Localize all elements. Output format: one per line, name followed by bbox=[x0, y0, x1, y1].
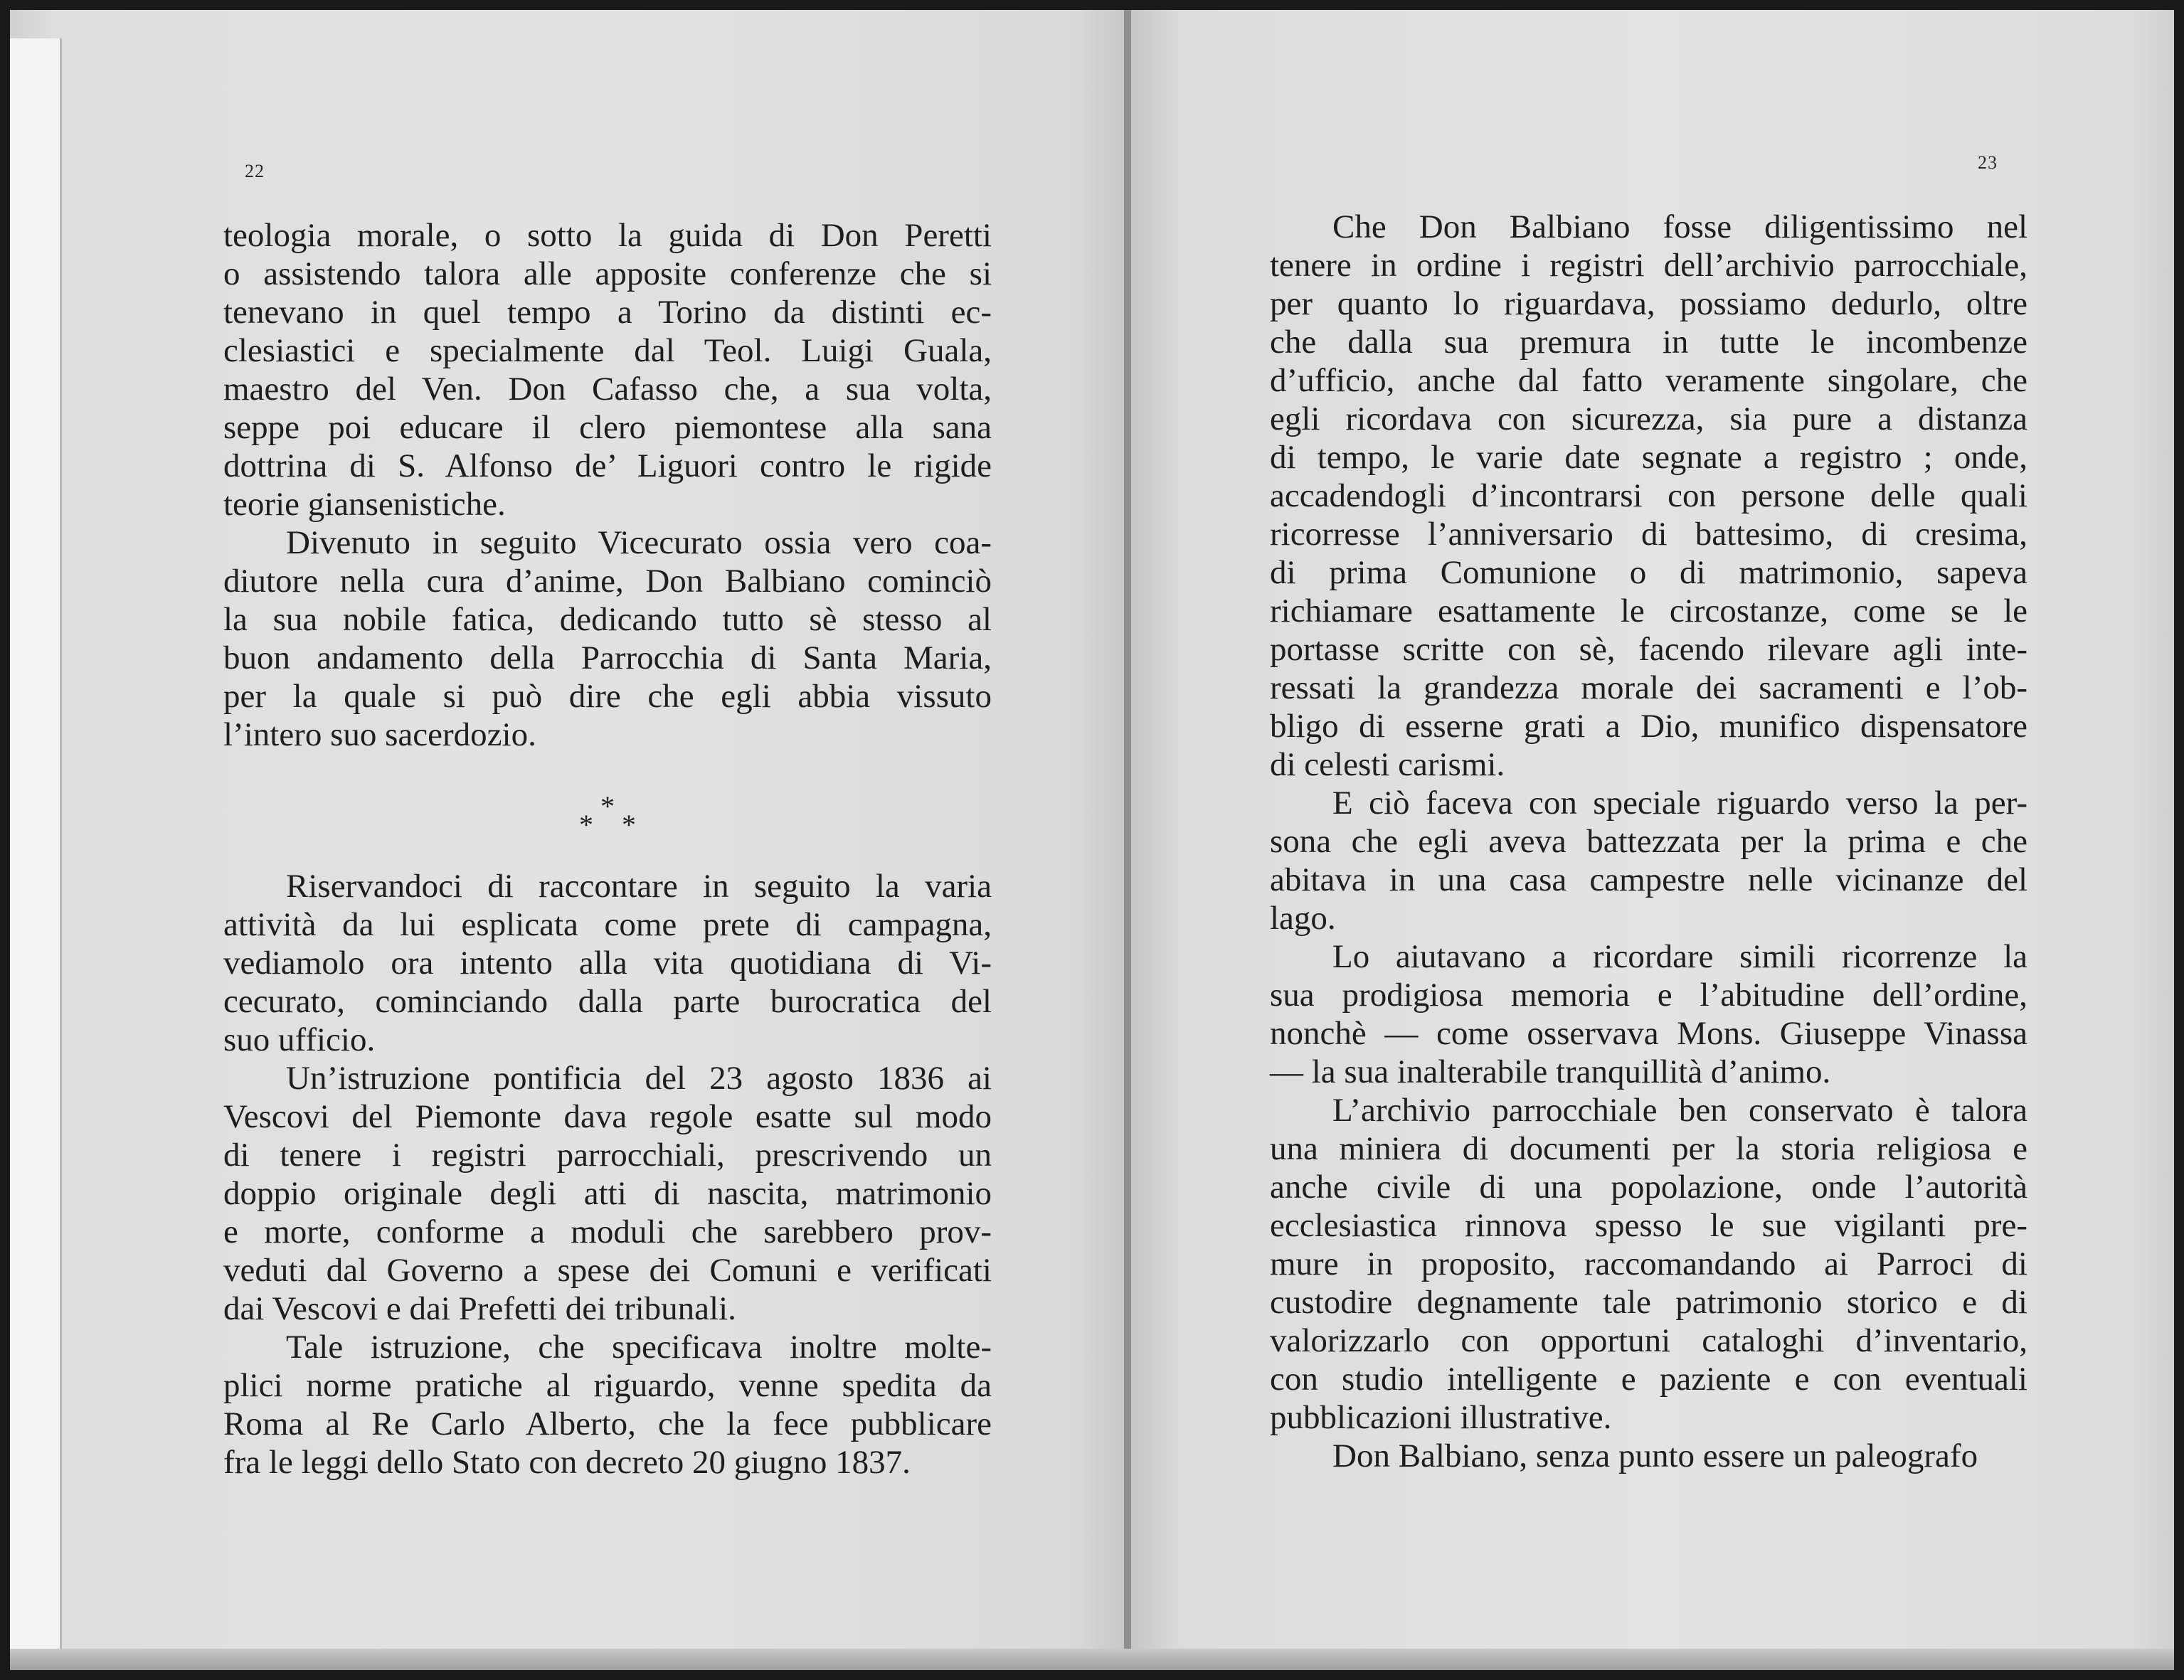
text-line: tenevano in quel tempo a Torino da distinti ec- bbox=[223, 294, 992, 331]
text-line: pubblicazioni illustrative. bbox=[1270, 1399, 1612, 1436]
text-line: per la quale si può dire che egli abbia vissuto bbox=[223, 678, 992, 715]
text-line: Un’istruzione pontificia del 23 agosto 1836 ai bbox=[286, 1060, 992, 1097]
text-line: egli ricordava con sicurezza, sia pure a distanza bbox=[1270, 400, 2027, 437]
text-line: o assistendo talora alle apposite conferenze che si bbox=[223, 255, 992, 292]
text-line: maestro del Ven. Don Cafasso che, a sua volta, bbox=[223, 371, 992, 408]
text-line: fra le leggi dello Stato con decreto 20 giugno 1837. bbox=[223, 1444, 911, 1481]
page-number: 23 bbox=[1978, 152, 1998, 173]
text-block-right bbox=[1270, 208, 2027, 1475]
text-line: doppio originale degli atti di nascita, matrimonio bbox=[223, 1175, 992, 1212]
text-line: ricorresse l’anniversario di battesimo, di cresima, bbox=[1270, 516, 2027, 553]
left-page bbox=[10, 10, 1124, 1670]
text-line: Tale istruzione, che specificava inoltre molte- bbox=[286, 1329, 992, 1366]
text-line: Divenuto in seguito Vicecurato ossia vero coa- bbox=[286, 524, 992, 561]
text-line: attività da lui esplicata come prete di campagna, bbox=[223, 906, 992, 943]
text-line: d’ufficio, anche dal fatto veramente singolare, che bbox=[1270, 362, 2027, 399]
text-line: plici norme pratiche al riguardo, venne spedita da bbox=[223, 1367, 992, 1404]
text-line: Che Don Balbiano fosse diligentissimo nel bbox=[1332, 208, 2027, 245]
text-line: tenere in ordine i registri dell’archivio parrocchiale, bbox=[1270, 247, 2027, 284]
text-line: custodire degnamente tale patrimonio storico e di bbox=[1270, 1284, 2027, 1321]
text-line: accadendogli d’incontrarsi con persone delle quali bbox=[1270, 477, 2027, 514]
text-line: Vescovi del Piemonte dava regole esatte sul modo bbox=[223, 1098, 992, 1135]
text-line: nonchè — come osservava Mons. Giuseppe Vinassa bbox=[1270, 1015, 2027, 1052]
text-block-top bbox=[223, 216, 992, 754]
text-line: portasse scritte con sè, facendo rilevare agli inte- bbox=[1270, 631, 2027, 668]
asterism-star: * bbox=[600, 790, 615, 822]
asterism-star: * bbox=[622, 809, 636, 841]
text-line: veduti dal Governo a spese dei Comuni e verificati bbox=[223, 1252, 992, 1289]
text-line: lago. bbox=[1270, 900, 1336, 937]
text-line: abitava in una casa campestre nelle vicinanze del bbox=[1270, 861, 2027, 898]
text-line: teologia morale, o sotto la guida di Don Peretti bbox=[223, 217, 992, 254]
text-line: cecurato, cominciando dalla parte burocratica del bbox=[223, 983, 992, 1020]
text-line: la sua nobile fatica, dedicando tutto sè stesso al bbox=[223, 601, 992, 638]
asterism bbox=[572, 792, 643, 842]
text-line: che dalla sua premura in tutte le incombenze bbox=[1270, 324, 2027, 361]
text-line: sua prodigiosa memoria e l’abitudine dell’ordine, bbox=[1270, 977, 2027, 1014]
text-line: anche civile di una popolazione, onde l’autorità bbox=[1270, 1169, 2027, 1206]
text-line: con studio intelligente e paziente e con eventuali bbox=[1270, 1361, 2027, 1398]
text-line: di tempo, le varie date segnate a registro ; onde, bbox=[1270, 439, 2027, 476]
text-line: E ciò faceva con speciale riguardo verso la per- bbox=[1332, 785, 2027, 822]
text-line: L’archivio parrocchiale ben conservato è talora bbox=[1332, 1092, 2027, 1129]
text-line: vediamolo ora intento alla vita quotidiana di Vi- bbox=[223, 945, 992, 982]
text-line: per quanto lo riguardava, possiamo dedurlo, oltre bbox=[1270, 285, 2027, 322]
text-block-bottom bbox=[223, 867, 992, 1482]
text-line: sona che egli aveva battezzata per la prima e che bbox=[1270, 823, 2027, 860]
text-line: di prima Comunione o di matrimonio, sapeva bbox=[1270, 554, 2027, 591]
text-line: ressati la grandezza morale dei sacramenti e l’ob- bbox=[1270, 669, 2027, 706]
text-line: suo ufficio. bbox=[223, 1021, 376, 1058]
text-line: — la sua inalterabile tranquillità d’animo. bbox=[1270, 1053, 1831, 1090]
text-line: buon andamento della Parrocchia di Santa Maria, bbox=[223, 639, 992, 676]
text-line: Don Balbiano, senza punto essere un paleografo bbox=[1332, 1437, 1978, 1474]
binding-strip bbox=[10, 38, 62, 1670]
text-line: valorizzarlo con opportuni cataloghi d’inventario, bbox=[1270, 1322, 2027, 1359]
gutter bbox=[1124, 10, 1131, 1670]
text-line: Riservandoci di raccontare in seguito la varia bbox=[286, 868, 992, 905]
text-line: di tenere i registri parrocchiali, prescrivendo un bbox=[223, 1137, 992, 1174]
text-line: di celesti carismi. bbox=[1270, 746, 1505, 783]
text-line: clesiastici e specialmente dal Teol. Luigi Guala, bbox=[223, 332, 992, 369]
text-line: bligo di esserne grati a Dio, munifico dispensatore bbox=[1270, 708, 2027, 745]
text-line: l’intero suo sacerdozio. bbox=[223, 716, 536, 753]
right-page bbox=[1131, 10, 2174, 1670]
asterism-star: * bbox=[579, 809, 593, 841]
text-line: seppe poi educare il clero piemontese alla sana bbox=[223, 409, 992, 446]
text-line: Roma al Re Carlo Alberto, che la fece pubblicare bbox=[223, 1405, 992, 1442]
text-line: dai Vescovi e dai Prefetti dei tribunali. bbox=[223, 1290, 736, 1327]
text-line: e morte, conforme a moduli che sarebbero prov- bbox=[223, 1213, 992, 1250]
text-line: ecclesiastica rinnova spesso le sue vigilanti pre- bbox=[1270, 1207, 2027, 1244]
text-line: Lo aiutavano a ricordare simili ricorrenze la bbox=[1332, 938, 2027, 975]
text-line: teorie giansenistiche. bbox=[223, 486, 506, 523]
book-spread bbox=[10, 10, 2174, 1670]
page-bottom-edge bbox=[10, 1649, 2174, 1670]
page-number: 22 bbox=[245, 161, 265, 181]
text-line: dottrina di S. Alfonso de’ Liguori contro le rigide bbox=[223, 447, 992, 484]
text-line: una miniera di documenti per la storia religiosa e bbox=[1270, 1130, 2027, 1167]
text-line: diutore nella cura d’anime, Don Balbiano cominciò bbox=[223, 563, 992, 600]
text-line: mure in proposito, raccomandando ai Parroci di bbox=[1270, 1245, 2027, 1282]
text-line: richiamare esattamente le circostanze, come se le bbox=[1270, 592, 2027, 629]
